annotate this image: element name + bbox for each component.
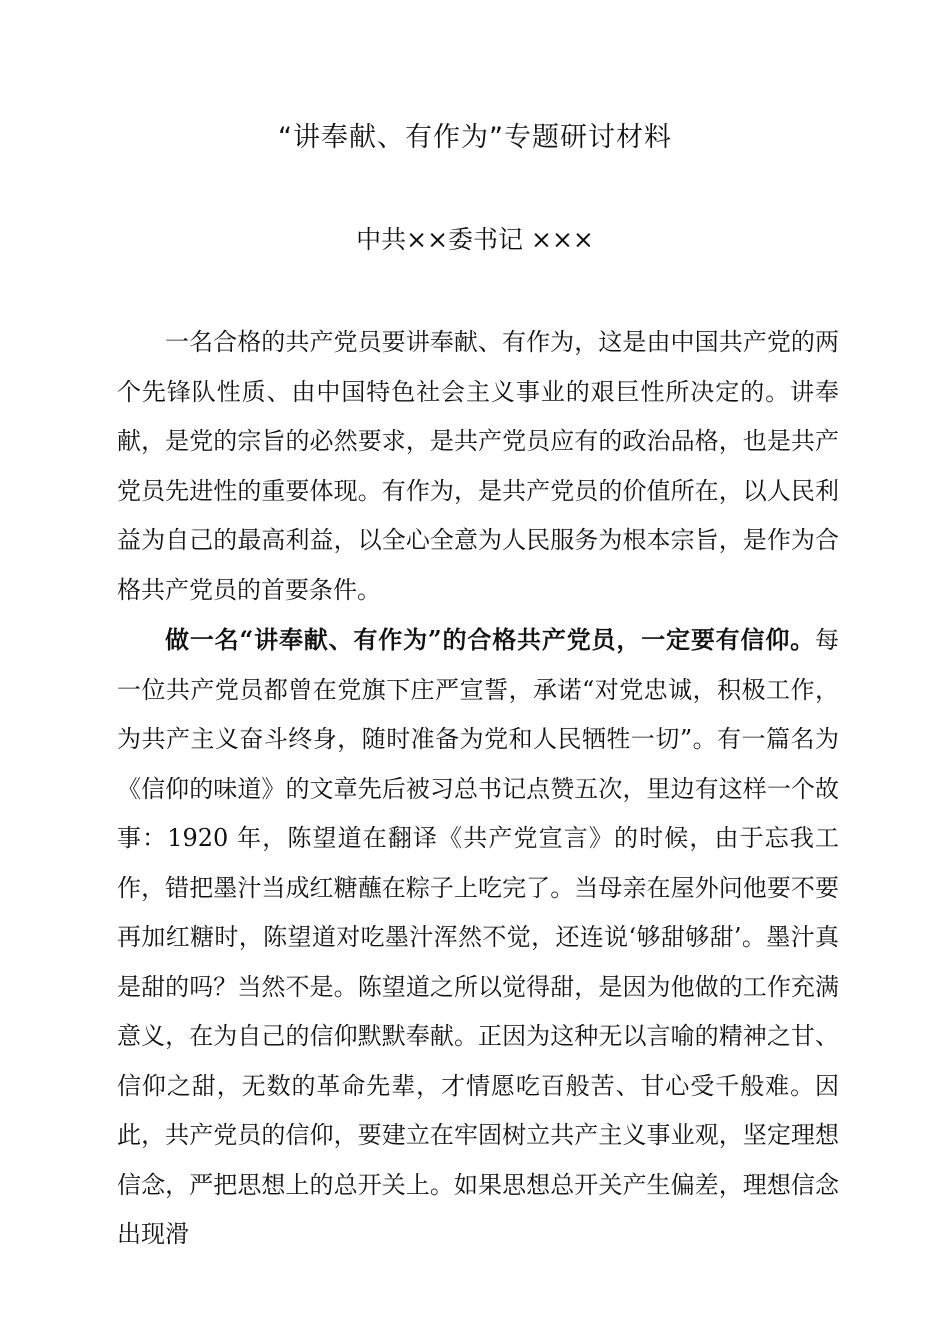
paragraph-intro: 一名合格的共产党员要讲奉献、有作为，这是由中国共产党的两个先锋队性质、由中国特色社会主义事业的艰巨性所决定的。讲奉献，是党的宗旨的必然要求，是共产党员应有的政治品格，也是共产党员先进性的重要体现。有作为，是共产党员的价值所在，以人民利益为自己的最高利益，以全心全意为人民服务为根本宗旨，是作为合格共产党员的首要条件。 <box>117 328 839 604</box>
document-author: 中共××委书记 ××× <box>356 225 594 254</box>
paragraph-lead-sentence: 做一名“讲奉献、有作为”的合格共产党员，一定要有信仰。 <box>165 625 815 654</box>
document-title: “讲奉献、有作为”专题研讨材料 <box>278 122 672 153</box>
document-body <box>117 318 839 1260</box>
paragraph-faith <box>117 615 839 1260</box>
paragraph-faith-text: 每一位共产党员都曾在党旗下庄严宣誓，承诺“对党忠诚，积极工作，为共产主义奋斗终身，随时准备为党和人民牺牲一切”。有一篇名为《信仰的味道》的文章先后被习总书记点赞五次，里边有这样一个故事：1920 年，陈望道在翻译《共产党宣言》的时候，由于忘我工作，错把墨汁当成红糖蘸在粽子上吃完了。当母亲在屋外问他要不要再加红糖时，陈望道对吃墨汁浑然不觉，还连说‘够甜够甜’。墨汁真是甜的吗？当然不是。陈望道之所以觉得甜，是因为他做的工作充满意义，在为自己的信仰默默奉献。正因为这种无以言喻的精神之甘、信仰之甜，无数的革命先辈，才情愿吃百般苦、甘心受千般难。因此，共产党员的信仰，要建立在牢固树立共产主义事业观，坚定理想信念，严把思想上的总开关上。如果思想总开关产生偏差，理想信念出现滑 <box>117 626 839 1248</box>
